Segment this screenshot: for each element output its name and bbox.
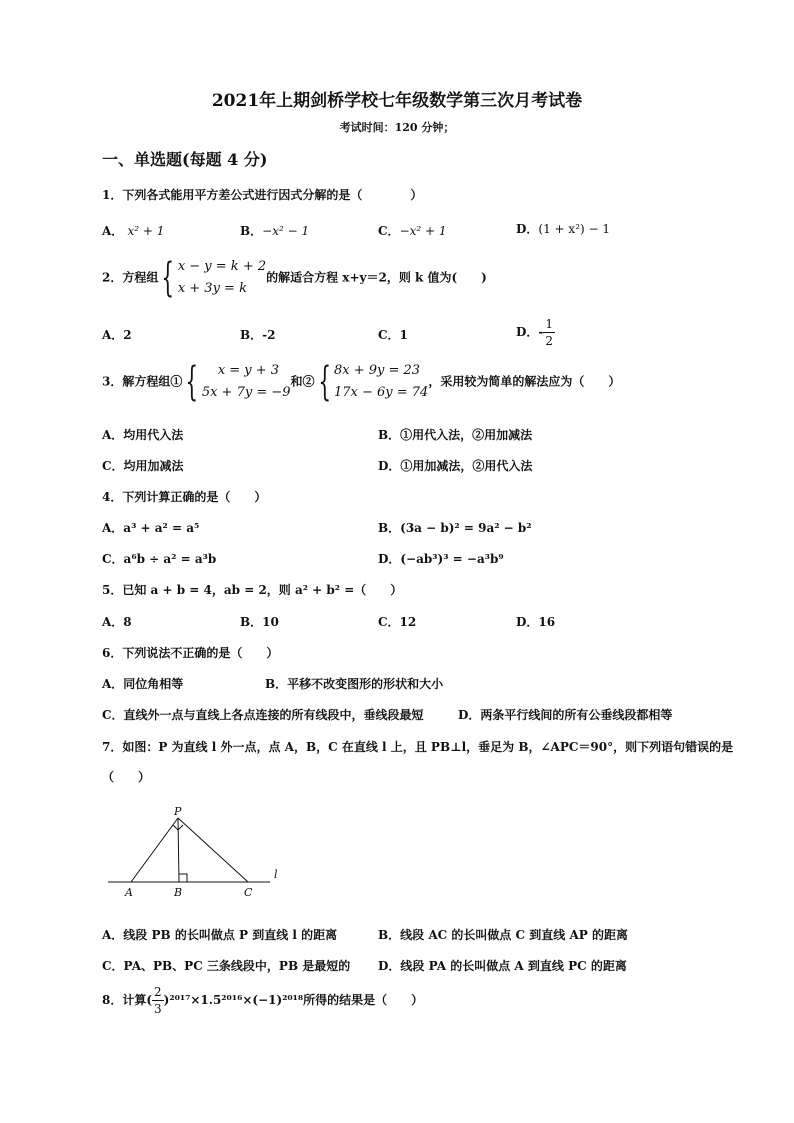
q5-option-d: D．16 xyxy=(516,615,556,629)
q2-eq2: x + 3y = k xyxy=(177,281,247,296)
q3-option-b: B．①用代入法，②用加减法 xyxy=(378,428,533,442)
q7-figure xyxy=(100,800,300,900)
page-title: 2021年上期剑桥学校七年级数学第三次月考试卷 xyxy=(211,91,583,111)
q1-option-c: C．−x² + 1 xyxy=(378,224,447,238)
q6-option-b: B．平移不改变图形的形状和大小 xyxy=(265,677,444,691)
q7-stem-paren: （ ） xyxy=(102,770,151,784)
label-b: B xyxy=(174,886,183,899)
section-heading: 一、单选题(每题 4 分) xyxy=(102,150,268,169)
q8-stem: 8．计算( $\frac{2}{3}$ )²⁰¹⁷×1.5²⁰¹⁶×(−1)²⁰¹⁸所得的结果是（ ） xyxy=(102,985,424,1016)
q6-option-d: D．两条平行线间的所有公垂线段都相等 xyxy=(458,708,673,722)
label-p: P xyxy=(174,805,182,818)
q4-stem: 4．下列计算正确的是（ ） xyxy=(102,490,267,504)
q3-stem: 3．解方程组① { x = y + 3 5x + 7y = −9 和② { 8x + 9y = 23 17x − 6y = 74 ，采用较为简单的解法应为（ ） xyxy=(102,359,621,405)
q4-option-a: A．a³ + a² = a⁵ xyxy=(102,521,200,535)
q5-option-a: A．8 xyxy=(102,615,132,629)
q3-option-a: A．均用代入法 xyxy=(102,428,184,442)
q3-option-d: D．①用加减法，②用代入法 xyxy=(378,459,533,473)
exam-time: 考试时间：120 分钟； xyxy=(339,121,455,134)
label-l: l xyxy=(274,868,278,881)
q1-stem: 1．下列各式能用平方差公式进行因式分解的是（ ） xyxy=(102,188,423,202)
q1-option-d: D．(1 + x²) − 1 xyxy=(516,222,610,236)
q2-option-a: A．2 xyxy=(102,328,132,342)
q4-option-b: B．(3a − b)² = 9a² − b² xyxy=(378,521,532,535)
label-a: A xyxy=(125,886,133,899)
q2-option-b: B．-2 xyxy=(240,328,276,342)
label-c: C xyxy=(244,886,253,899)
q2-eq1: x − y = k + 2 xyxy=(177,259,267,274)
q6-option-c: C．直线外一点与直线上各点连接的所有线段中，垂线段最短 xyxy=(102,708,424,722)
q5-option-b: B．10 xyxy=(240,615,279,629)
q6-option-a: A．同位角相等 xyxy=(102,677,184,691)
q5-option-c: C．12 xyxy=(378,615,417,629)
q7-stem: 7．如图：P 为直线 l 外一点，点 A，B，C 在直线 l 上，且 PB⊥l，垂足为 B，∠APC＝90°，则下列语句错误的是 xyxy=(102,740,734,754)
q4-option-c: C．a⁶b ÷ a² = a³b xyxy=(102,552,217,566)
q7-option-b: B．线段 AC 的长叫做点 C 到直线 AP 的距离 xyxy=(378,928,628,942)
segment-pa xyxy=(131,818,178,882)
q6-stem: 6．下列说法不正确的是（ ） xyxy=(102,646,279,660)
q4-option-d: D．(−ab³)³ = −a³b⁹ xyxy=(378,552,504,566)
q7-option-c: C．PA、PB、PC 三条线段中，PB 是最短的 xyxy=(102,959,351,973)
q7-option-d: D．线段 PA 的长叫做点 A 到直线 PC 的距离 xyxy=(378,959,627,973)
segment-pb xyxy=(178,818,179,882)
segment-pc xyxy=(178,818,248,882)
q5-stem: 5．已知 a + b = 4，ab = 2，则 a² + b² =（ ） xyxy=(102,583,403,597)
q2-stem: 2．方程组 { x − y = k + 2 x + 3y = k 的解适合方程 x+y＝2，则 k 值为( ) xyxy=(102,255,487,301)
q2-option-d: D．- $\frac{1}{2}$ xyxy=(516,317,554,348)
q2-option-c: C．1 xyxy=(378,328,408,342)
right-angle-b xyxy=(179,874,187,882)
q1-option-b: B．−x² − 1 xyxy=(240,224,310,238)
q7-option-a: A．线段 PB 的长叫做点 P 到直线 l 的距离 xyxy=(102,928,338,942)
q1-option-a: A． x² + 1 xyxy=(102,224,165,238)
q3-option-c: C．均用加减法 xyxy=(102,459,184,473)
